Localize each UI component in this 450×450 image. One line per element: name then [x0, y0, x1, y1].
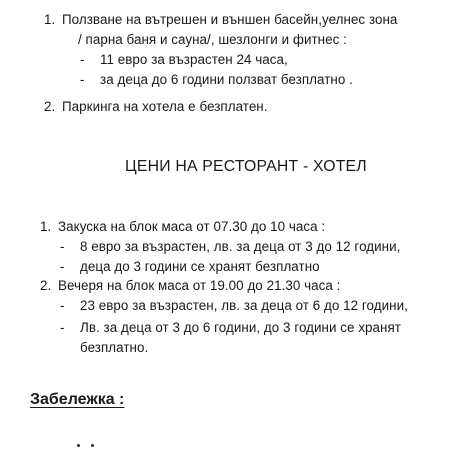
amenities-item-number: 1. [44, 12, 56, 27]
breakfast-item-title: Закуска на блок маса от 07.30 до 10 часа : [58, 219, 326, 234]
amenities-price-children-text: за деца до 6 години ползват безплатно . [100, 72, 353, 87]
amenities-item-line2: / парна баня и сауна/, шезлонги и фитнес : [78, 32, 347, 47]
scan-speck [91, 444, 94, 447]
bullet-dash: - [80, 52, 85, 67]
breakfast-item [40, 219, 325, 235]
parking-item-number: 2. [44, 99, 56, 114]
amenities-price-children [80, 72, 353, 88]
restaurant-prices-heading: ЦЕНИ НА РЕСТОРАНТ - ХОТЕЛ [125, 158, 367, 175]
amenities-item [44, 12, 397, 28]
dinner-item-title: Вечеря на блок маса от 19.00 до 21.30 часа : [58, 278, 341, 293]
breakfast-price-line1-text: 8 евро за възрастен, лв. за деца от 3 до 12 години, [80, 239, 401, 254]
dinner-item [40, 278, 340, 294]
breakfast-price-line2-text: деца до 3 години се хранят безплатно [80, 259, 320, 274]
bullet-dash: - [60, 298, 65, 313]
breakfast-item-number: 1. [40, 219, 52, 234]
bullet-dash: - [60, 259, 65, 274]
parking-item-text: Паркинга на хотела е безплатен. [62, 99, 268, 114]
scan-speck [77, 444, 80, 447]
dinner-price-line1 [60, 298, 408, 314]
bullet-dash: - [60, 320, 65, 335]
amenities-price-adult-text: 11 евро за възрастен 24 часа, [100, 52, 288, 67]
amenities-price-adult [80, 52, 288, 68]
amenities-item-line1: Ползване на вътрешен и външен басейн,уелнес зона [62, 12, 398, 27]
bullet-dash: - [60, 239, 65, 254]
dinner-price-line3: безплатно. [80, 340, 149, 355]
breakfast-price-line1 [60, 239, 400, 255]
dinner-item-number: 2. [40, 278, 52, 293]
note-heading: Забележка : [30, 391, 125, 408]
dinner-price-line1-text: 23 евро за възрастен, лв. за деца от 6 до 12 години, [80, 298, 408, 313]
parking-item [44, 99, 268, 115]
bullet-dash: - [80, 72, 85, 87]
breakfast-price-line2 [60, 259, 320, 275]
dinner-price-line2 [60, 320, 401, 336]
dinner-price-line2-text: Лв. за деца от 3 до 6 години, до 3 години се хранят [80, 320, 401, 335]
